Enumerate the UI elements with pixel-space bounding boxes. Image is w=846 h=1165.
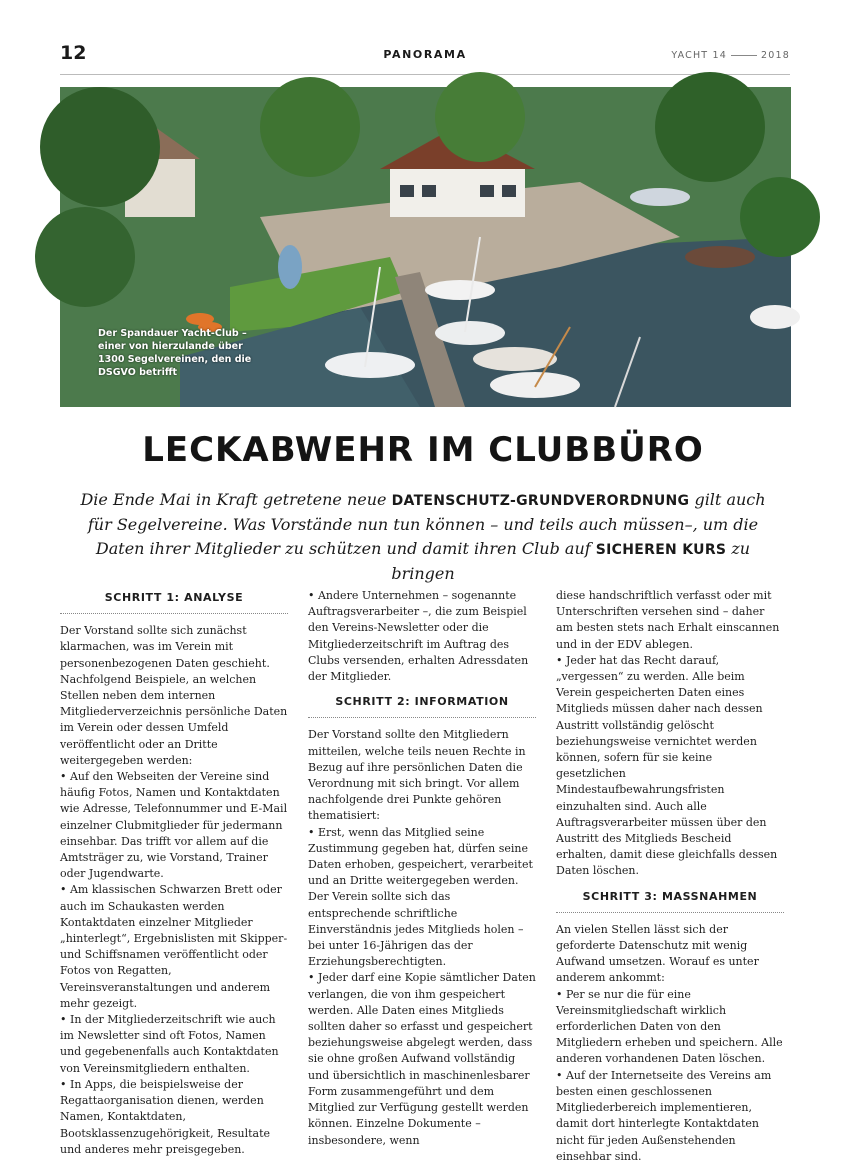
lead-keyword-2: SICHEREN KURS xyxy=(595,542,727,558)
col3-bullet: • Auf der Internetseite des Vereins am besten einen geschlossenen Mitgliederbereich implementieren, damit dort hinterlegte Kontaktdaten nicht für jeden Außenstehenden einsehbar sind. xyxy=(556,1068,772,1163)
harbor-photo xyxy=(60,87,791,407)
step-1-heading: SCHRITT 1: ANALYSE xyxy=(60,590,288,614)
step-3-heading: SCHRITT 3: MASSNAHMEN xyxy=(556,889,784,913)
lead-text-3: zu bringen xyxy=(391,539,751,583)
article-title: LECKABWEHR IM CLUBBÜRO xyxy=(142,430,704,470)
lead-text-2: gilt auch für Segelvereine. Was Vorstände nun tun können – und teils auch müssen–, um die Daten ihrer Mitglieder zu schützen und damit ihren Club auf xyxy=(87,490,766,558)
lead-keyword-1: DATENSCHUTZ-GRUNDVERORDNUNG xyxy=(391,493,690,509)
page-number: 12 xyxy=(60,42,87,64)
col2-bullet: • Andere Unternehmen – sogenannte Auftragsverarbeiter –, die zum Beispiel den Vereins-Newsletter oder die Mitgliederzeitschrift im Auftrag des Clubs versenden, erhalten Adressdaten der Mitglieder. xyxy=(308,589,529,684)
step-2-heading: SCHRITT 2: INFORMATION xyxy=(308,694,536,718)
lead-text-1: Die Ende Mai in Kraft getretene neue xyxy=(80,490,392,509)
col3-bullet: • Jeder hat das Recht darauf, „vergessen“ zu werden. Alle beim Verein gespeicherten Daten eines Mitglieds müssen daher nach dessen Austritt vollständig gelöscht beziehungsweise vernichtet werden können, sofern für sie keine gesetzlichen Mindestaufbewahrungsfristen einzuhalten sind. Auch alle Auftragsverarbeiter müssen über den Austritt des Mitglieds Bescheid erhalten, damit diese gleichfalls dessen Daten löschen. xyxy=(556,653,778,878)
col1-bullet: • In der Mitgliederzeitschrift wie auch im Newsletter sind oft Fotos, Namen und gegebenenfalls auch Kontaktdaten von Vereinsmitgliedern enthalten. xyxy=(60,1013,279,1075)
section-title: PANORAMA xyxy=(383,48,467,61)
col1-bullet: • Auf den Webseiten der Vereine sind häufig Fotos, Namen und Kontaktdaten wie Adresse, Telefonnummer und E-Mail einzelner Clubmitglieder für jedermann einsehbar. Das trifft vor allem auf die Amtsträger zu, wie Vorstand, Trainer oder Jugendwarte. xyxy=(60,770,288,881)
column-1 xyxy=(60,588,288,1158)
issue-info xyxy=(671,50,790,61)
column-3 xyxy=(556,588,784,1165)
issue-year: 2018 xyxy=(761,50,790,61)
issue-dash xyxy=(731,55,757,56)
col3-bullet: • Per se nur die für eine Vereinsmitgliedschaft wirklich erforderlichen Daten von den Mitgliedern erheben und speichern. Alle anderen vorhandenen Daten löschen. xyxy=(556,987,783,1066)
col1-bullet: • In Apps, die beispielsweise der Regattaorganisation dienen, werden Namen, Kontaktdaten, Bootsklassenzugehörigkeit, Resultate und anderes mehr preisgegeben. xyxy=(60,1077,271,1156)
col3-paragraph: diese handschriftlich verfasst oder mit Unterschriften versehen sind – daher am besten stets nach Erhalt einscannen und in der EDV ablegen. xyxy=(556,589,780,651)
col1-bullet: • Am klassischen Schwarzen Brett oder auch im Schaukasten werden Kontaktdaten einzelner Mitglieder „hinterlegt“, Ergebnislisten mit Skipper- und Schiffsnamen veröffentlicht oder Fotos von Regatten, Vereinsveranstaltungen und anderem mehr gezeigt. xyxy=(60,883,288,1010)
col2-paragraph: Der Vorstand sollte den Mitgliedern mitteilen, welche teils neuen Rechte in Bezug auf ihre persönlichen Daten die Verordnung mit sich bringt. Vor allem nachfolgende drei Punkte gehören thematisiert: xyxy=(308,728,526,823)
col3-paragraph: An vielen Stellen lässt sich der geforderte Datenschutz mit wenig Aufwand umsetzen. Worauf es unter anderem ankommt: xyxy=(556,922,759,985)
page-header xyxy=(60,42,790,72)
issue-magazine: YACHT 14 xyxy=(671,50,728,61)
article-lead xyxy=(75,488,771,586)
col2-bullet: • Erst, wenn das Mitglied seine Zustimmung gegeben hat, dürfen seine Daten erhoben, gespeichert, verarbeitet und an Dritte weitergegeben werden. Der Verein sollte sich das entsprechende schriftliche Einverständnis jedes Mitglieds holen – bei unter 16-Jährigen das der Erziehungsberechtigten. xyxy=(308,825,533,969)
col1-paragraph: Der Vorstand sollte sich zunächst klarmachen, was im Verein mit personenbezogenen Daten geschieht. Nachfolgend Beispiele, an welchen Stellen neben dem internen Mitgliederverzeichnis persönliche Daten im Verein oder dessen Umfeld veröffentlicht oder an Dritte weitergegeben werden: xyxy=(60,624,288,767)
photo-caption: Der Spandauer Yacht-Club – einer von hierzulande über 1300 Segelvereinen, den die DSGVO betrifft xyxy=(98,328,252,378)
column-2 xyxy=(308,588,536,1149)
header-rule xyxy=(60,74,790,75)
col2-bullet: • Jeder darf eine Kopie sämtlicher Daten verlangen, die von ihm gespeichert werden. Alle Daten eines Mitglieds sollten daher so erfasst und gespeichert beziehungsweise abgelegt werden, dass sie ohne großen Aufwand vollständig und übersichtlich in maschinenlesbarer Form zusammengeführt und dem Mitglied zur Verfügung gestellt werden können. Einzelne Dokumente – insbesondere, wenn xyxy=(308,971,536,1147)
